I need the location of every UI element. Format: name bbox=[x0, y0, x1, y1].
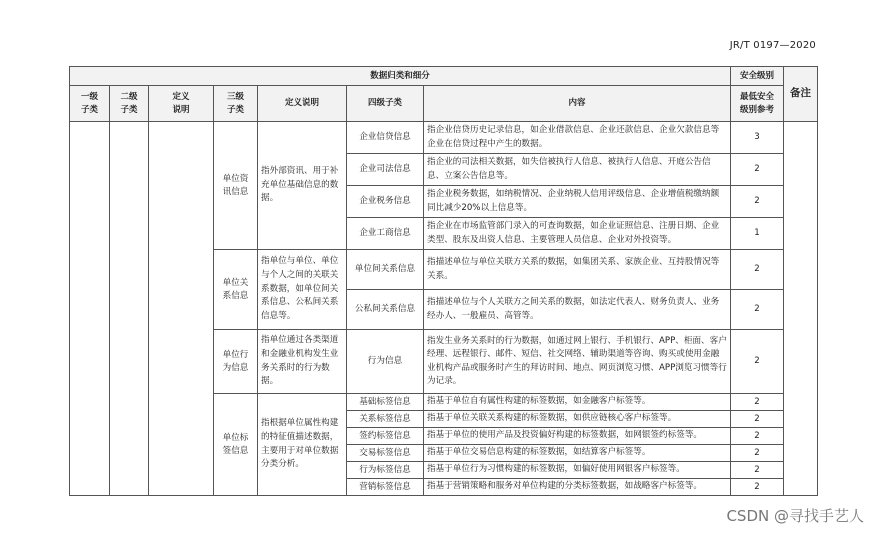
csdn-watermark: CSDN @寻找手艺人 bbox=[726, 507, 864, 525]
level3-cell bbox=[214, 394, 258, 496]
level4-cell: 基础标签信息 bbox=[347, 394, 424, 411]
document-code: JR/T 0197—2020 bbox=[729, 40, 816, 51]
security-level-header: 安全级别 bbox=[731, 67, 784, 86]
level3-definition: 指根据单位属性构建的特征值描述数据，主要用于对单位数据分类分析。 bbox=[258, 394, 347, 496]
content-cell: 指基于单位关联关系构建的标签数据，如供应链核心客户标签等。 bbox=[424, 411, 731, 428]
level4-cell: 企业税务信息 bbox=[347, 186, 424, 218]
level4-cell: 行为信息 bbox=[347, 330, 424, 394]
level3-label: 单位资 讯信息 bbox=[222, 173, 249, 197]
level3-cell bbox=[214, 250, 258, 330]
content-cell: 指发生业务关系时的行为数据，如通过网上银行、手机银行、APP、柜面、客户经理、远程银行、邮件、短信、社交网络、辅助渠道等咨询、购买或使用金融业机构产品或服务时产生的拜访时间、地点、网页浏览习惯、APP浏览习惯等行为记录。 bbox=[424, 330, 731, 394]
level3-header bbox=[214, 86, 258, 122]
min-level-header bbox=[731, 86, 784, 122]
level-cell: 2 bbox=[731, 394, 784, 411]
definition1-header bbox=[149, 86, 214, 122]
content-cell: 指企业税务数据，如纳税情况、企业纳税人信用评级信息、企业增值税缴纳额同比减少20%以上信息等。 bbox=[424, 186, 731, 218]
level-cell: 1 bbox=[731, 218, 784, 250]
level4-cell: 单位间关系信息 bbox=[347, 250, 424, 290]
level4-cell: 营销标签信息 bbox=[347, 479, 424, 496]
level3-cell bbox=[214, 330, 258, 394]
level3-definition: 指单位与单位、单位与个人之间的关联关系数据，如单位间关系信息、公私间关系信息等。 bbox=[258, 250, 347, 330]
level4-cell: 企业工商信息 bbox=[347, 218, 424, 250]
level3-label: 单位标 签信息 bbox=[222, 432, 249, 456]
level2-header bbox=[110, 86, 149, 122]
level4-cell: 签约标签信息 bbox=[347, 428, 424, 445]
level-cell: 2 bbox=[731, 462, 784, 479]
level4-header: 四级子类 bbox=[347, 86, 424, 122]
level-cell: 2 bbox=[731, 330, 784, 394]
content-cell: 指基于单位自有属性构建的标签数据，如金融客户标签等。 bbox=[424, 394, 731, 411]
level3-definition: 指单位通过各类渠道和金融业机构发生业务关系时的行为数据。 bbox=[258, 330, 347, 394]
content-cell: 指企业信贷历史记录信息，如企业借款信息、企业还款信息、企业欠款信息等企业在信贷过程中产生的数据。 bbox=[424, 122, 731, 154]
level-cell: 2 bbox=[731, 154, 784, 186]
definition1-cell bbox=[149, 122, 214, 496]
level-cell: 2 bbox=[731, 445, 784, 462]
classification-table bbox=[69, 66, 818, 496]
remark-header: 备注 bbox=[784, 67, 818, 122]
level-cell: 2 bbox=[731, 186, 784, 218]
level4-cell: 企业司法信息 bbox=[347, 154, 424, 186]
content-header: 内容 bbox=[424, 86, 731, 122]
level-cell: 2 bbox=[731, 428, 784, 445]
definition1-header-text: 定义 说明 bbox=[172, 91, 190, 115]
level-cell: 2 bbox=[731, 411, 784, 428]
level4-cell: 关系标签信息 bbox=[347, 411, 424, 428]
content-cell: 指企业的司法相关数据，如失信被执行人信息、被执行人信息、开庭公告信息、立案公告信息等。 bbox=[424, 154, 731, 186]
level4-cell: 公私间关系信息 bbox=[347, 290, 424, 330]
group-title-header: 数据归类和细分 bbox=[70, 67, 731, 86]
table-row bbox=[70, 122, 818, 154]
level3-header-text: 三级 子类 bbox=[226, 91, 244, 115]
content-cell: 指基于单位的使用产品及投资偏好构建的标签数据，如网银签约标签等。 bbox=[424, 428, 731, 445]
level4-cell: 行为标签信息 bbox=[347, 462, 424, 479]
level2-header-text: 二级 子类 bbox=[120, 91, 138, 115]
level3-cell bbox=[214, 122, 258, 250]
content-cell: 指基于单位行为习惯构建的标签数据，如偏好使用网银客户标签等。 bbox=[424, 462, 731, 479]
level3-label: 单位行 为信息 bbox=[222, 349, 249, 373]
content-cell: 指企业在市场监管部门录入的可查询数据，如企业证照信息、注册日期、企业类型、股东及出资人信息、主要管理人员信息、企业对外投资等。 bbox=[424, 218, 731, 250]
level1-header bbox=[70, 86, 110, 122]
level-cell: 2 bbox=[731, 290, 784, 330]
content-cell: 指描述单位与个人关联方之间关系的数据，如法定代表人、财务负责人、业务经办人、一般雇员、高管等。 bbox=[424, 290, 731, 330]
content-cell: 指基于单位交易信息构建的标签数据，如结算客户标签等。 bbox=[424, 445, 731, 462]
level1-cell bbox=[70, 122, 110, 496]
level2-cell bbox=[110, 122, 149, 496]
content-cell: 指基于营销策略和服务对单位构建的分类标签数据，如战略客户标签等。 bbox=[424, 479, 731, 496]
level3-label: 单位关 系信息 bbox=[222, 277, 249, 301]
level4-cell: 交易标签信息 bbox=[347, 445, 424, 462]
level-cell: 2 bbox=[731, 250, 784, 290]
level1-header-text: 一级 子类 bbox=[80, 91, 98, 115]
level-cell: 2 bbox=[731, 479, 784, 496]
min-level-header-text: 最低安全 级别参考 bbox=[740, 91, 775, 115]
level4-cell: 企业信贷信息 bbox=[347, 122, 424, 154]
remark-cell bbox=[784, 122, 818, 496]
level3-definition: 指外部资讯、用于补充单位基础信息的数据。 bbox=[258, 122, 347, 250]
definition2-header: 定义说明 bbox=[258, 86, 347, 122]
content-cell: 指描述单位与单位关联方关系的数据，如集团关系、家族企业、互持股情况等关系。 bbox=[424, 250, 731, 290]
level-cell: 3 bbox=[731, 122, 784, 154]
